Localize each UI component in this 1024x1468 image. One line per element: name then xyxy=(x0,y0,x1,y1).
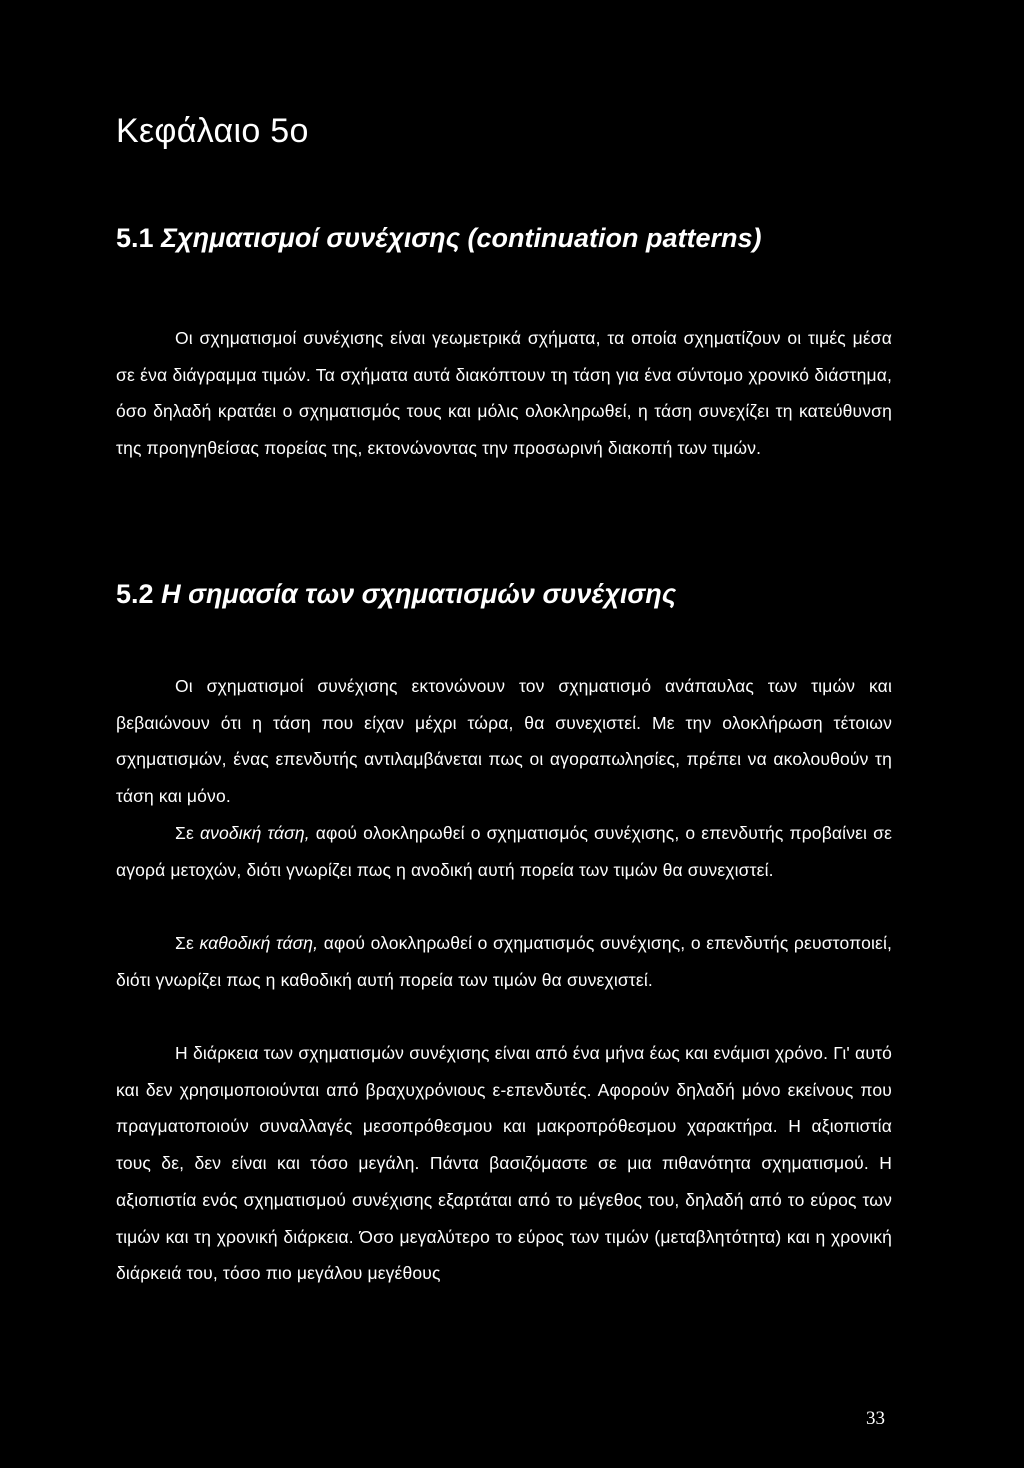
paragraph-continuation-patterns: Οι σχηματισμοί συνέχισης είναι γεωμετρικά σχήματα, τα οποία σχηματίζουν οι τιμές μέσα σε ένα διάγραμμα τιμών. Τα σχήματα αυτά διακόπτουν τη τάση για ένα σύντομο χρονικό διάστημα, όσο δηλαδή κρατάει ο σχηματισμός τους και μόλις ολοκληρωθεί, η τάση συνεχίζει τη κατεύθυνση της προηγηθείσας πορείας της, εκτονώνοντας την προσωρινή διακοπή των τιμών. xyxy=(116,328,892,459)
section-title: Σχηματισμοί συνέχισης (continuation patterns) xyxy=(161,223,762,253)
page-number: 33 xyxy=(866,1408,885,1429)
section-heading-5-2 xyxy=(116,579,676,610)
paragraph-downtrend xyxy=(116,925,892,998)
paragraph-duration-reliability: Η διάρκεια των σχηματισμών συνέχισης είναι από ένα μήνα έως και ενάμισι χρόνο. Γι' αυτό και δεν χρησιμοποιούνται από βραχυχρόνιους ε-επενδυτές. Αφορούν δηλαδή μόνο εκείνους που πραγματοποιούν συναλλαγές μεσοπρόθεσμου και μακροπρόθεσμου χαρακτήρα. Η αξιοπιστία τους δε, δεν είναι και τόσο μεγάλη. Πάντα βασιζόμαστε σε μια πιθανότητα σχηματισμού. Η αξιοπιστία ενός σχηματισμού συνέχισης εξαρτάται από το μέγεθος του, δηλαδή από το εύρος των τιμών και τη χρονική διάρκεια. Όσο μεγαλύτερο το εύρος των τιμών (μεταβλητότητα) και η χρονική διάρκειά του, τόσο πιο μεγάλου μεγέθους xyxy=(116,1043,892,1284)
section-heading-5-1 xyxy=(116,223,762,254)
paragraph-uptrend xyxy=(116,815,892,888)
section-title: Η σημασία των σχηματισμών συνέχισης xyxy=(161,579,677,609)
paragraph-lead: Σε xyxy=(175,823,194,843)
paragraph-rest: αφού ολοκληρωθεί ο σχηματισμός συνέχισης, ο επενδυτής προβαίνει σε αγορά μετοχών, διότι γνωρίζει πως η ανοδική αυτή πορεία των τιμών θα συνεχιστεί. xyxy=(116,823,893,880)
paragraph-significance: Οι σχηματισμοί συνέχισης εκτονώνουν τον σχηματισμό ανάπαυλας των τιμών και βεβαιώνουν ότι η τάση που είχαν μέχρι τώρα, θα συνεχιστεί. Με την ολοκλήρωση τέτοιων σχηματισμών, ένας επενδυτής αντιλαμβάνεται πως οι αγοραπωλησίες, πρέπει να ακολουθούν τη τάση και μόνο. xyxy=(116,676,892,807)
paragraph-rest: αφού ολοκληρωθεί ο σχηματισμός συνέχισης, ο επενδυτής ρευστοποιεί, διότι γνωρίζει πως η καθοδική αυτή πορεία των τιμών θα συνεχιστεί. xyxy=(116,933,893,990)
emphasis-downtrend: καθοδική τάση, xyxy=(199,933,319,953)
chapter-title: Κεφάλαιο 5ο xyxy=(116,112,309,150)
section-number: 5.1 xyxy=(116,223,154,253)
section-number: 5.2 xyxy=(116,579,154,609)
emphasis-uptrend: ανοδική τάση, xyxy=(199,823,310,843)
paragraph-lead: Σε xyxy=(175,933,194,953)
